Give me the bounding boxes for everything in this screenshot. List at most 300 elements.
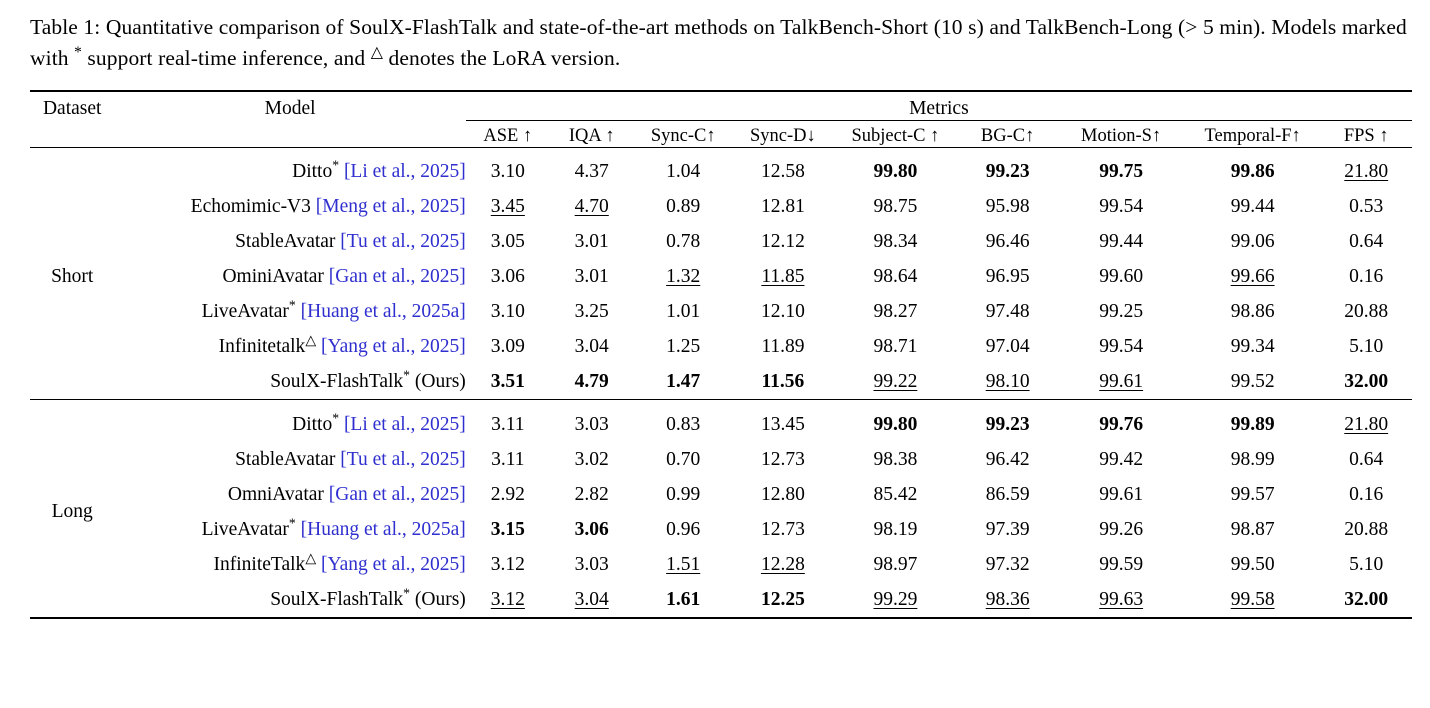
metric-cell: [466, 582, 550, 618]
model-name-cell: [114, 259, 465, 294]
metric-cell: [833, 442, 958, 477]
metric-cell: [1320, 364, 1412, 400]
metric-cell: [833, 582, 958, 618]
metric-cell: [733, 189, 833, 224]
value-plain: 99.44: [1099, 230, 1144, 252]
metric-cell: [733, 329, 833, 364]
value-plain: 0.16: [1349, 265, 1384, 287]
citation-link[interactable]: [Li et al., 2025]: [343, 413, 466, 435]
metric-cell: [1185, 259, 1321, 294]
metric-cell: [733, 582, 833, 618]
metric-cell: [634, 547, 733, 582]
value-bold: 99.86: [1230, 160, 1275, 182]
model-name-cell: [114, 442, 465, 477]
header-row-primary: [30, 98, 1412, 121]
model-name: LiveAvatar: [201, 300, 289, 322]
model-name-cell: [114, 154, 465, 189]
top-rule: [30, 91, 1412, 98]
value-bold: 1.47: [666, 370, 701, 392]
metric-cell: [1185, 154, 1321, 189]
metric-cell: [466, 224, 550, 259]
value-plain: 98.71: [873, 335, 918, 357]
metric-cell: [550, 294, 634, 329]
value-plain: 12.80: [760, 483, 805, 505]
citation-link[interactable]: [Yang et al., 2025]: [320, 553, 466, 575]
table-row: [30, 442, 1412, 477]
metric-cell: [634, 189, 733, 224]
caption-text-part-1: Quantitative comparison of SoulX-FlashTalk and state-of-the-art methods on TalkBench-Short (10 s) and TalkBench-Long (> 5 min). Models marked with: [30, 15, 1407, 70]
header-metric-5: Subject-C ↑: [851, 126, 940, 146]
value-bold: 4.79: [574, 370, 609, 392]
metric-cell: [634, 154, 733, 189]
value-plain: 99.60: [1099, 265, 1144, 287]
metric-cell: [958, 224, 1058, 259]
metric-cell: [550, 224, 634, 259]
value-plain: 97.48: [985, 300, 1030, 322]
metric-cell: [833, 224, 958, 259]
value-plain: 98.34: [873, 230, 918, 252]
value-plain: 98.19: [873, 518, 918, 540]
dataset-label-short: Short: [51, 265, 94, 287]
triangle-marker: △: [305, 332, 317, 348]
value-underline: 98.36: [985, 588, 1030, 610]
value-plain: 3.03: [574, 413, 609, 435]
value-plain: 98.27: [873, 300, 918, 322]
value-plain: 0.70: [666, 448, 701, 470]
model-name-cell: [114, 329, 465, 364]
value-bold: 99.23: [985, 160, 1030, 182]
metric-cell: [833, 294, 958, 329]
value-plain: 99.54: [1099, 195, 1144, 217]
metric-cell: [634, 364, 733, 400]
model-name: Echomimic-V3: [190, 195, 311, 217]
metric-cell: [550, 477, 634, 512]
value-plain: 3.25: [574, 300, 609, 322]
triangle-marker: △: [305, 550, 317, 566]
asterisk-marker: *: [403, 367, 410, 382]
metric-cell: [466, 259, 550, 294]
model-name: InfiniteTalk: [213, 553, 306, 575]
model-name: StableAvatar: [235, 448, 336, 470]
value-plain: 0.89: [666, 195, 701, 217]
value-plain: 4.37: [574, 160, 609, 182]
table-row: [30, 364, 1412, 400]
dataset-label-long: Long: [51, 501, 93, 522]
metric-cell: [466, 364, 550, 400]
metric-cell: [550, 259, 634, 294]
model-name: SoulX-FlashTalk: [270, 588, 404, 610]
value-plain: 12.58: [760, 160, 805, 182]
table-body: [30, 91, 1412, 623]
metric-cell: [833, 364, 958, 400]
value-bold: 3.51: [490, 370, 525, 392]
model-name-cell: [114, 477, 465, 512]
value-plain: 0.64: [1349, 448, 1384, 470]
metric-cell: [1185, 477, 1321, 512]
value-plain: 97.32: [985, 553, 1030, 575]
metric-cell: [958, 329, 1058, 364]
model-name: SoulX-FlashTalk: [270, 370, 404, 392]
value-plain: 5.10: [1349, 553, 1384, 575]
value-underline: 3.04: [574, 588, 609, 610]
metric-cell: [1057, 259, 1184, 294]
value-plain: 3.04: [574, 335, 609, 357]
metric-cell: [1057, 512, 1184, 547]
metric-cell: [550, 154, 634, 189]
table-row: [30, 224, 1412, 259]
citation-link[interactable]: [Huang et al., 2025a]: [300, 300, 466, 322]
header-metric-8: Temporal-F↑: [1204, 126, 1301, 146]
header-metric-1: ASE ↑: [483, 126, 533, 146]
value-plain: 3.11: [491, 413, 525, 435]
value-underline: 99.29: [873, 588, 918, 610]
asterisk-marker: *: [288, 515, 296, 530]
value-plain: 96.95: [985, 265, 1030, 287]
value-plain: 85.42: [873, 483, 918, 505]
value-plain: 0.78: [666, 230, 701, 252]
model-name-cell: [114, 582, 465, 618]
metric-cell: [1320, 259, 1412, 294]
metric-cell: [1185, 294, 1321, 329]
caption-label: Table 1:: [30, 15, 101, 39]
metric-cell: [1057, 189, 1184, 224]
model-name-cell: [114, 512, 465, 547]
metric-cell: [958, 189, 1058, 224]
value-plain: 3.12: [490, 553, 525, 575]
value-plain: 99.42: [1099, 448, 1144, 470]
asterisk-marker: *: [74, 43, 82, 61]
metric-cell: [733, 547, 833, 582]
comparison-table: [30, 90, 1412, 623]
metric-cell: [733, 442, 833, 477]
model-name-cell: [114, 407, 465, 442]
value-plain: 0.64: [1349, 230, 1384, 252]
header-metric-7: Motion-S↑: [1081, 126, 1162, 146]
header-row-metrics: [30, 126, 1412, 148]
metric-cell: [1320, 547, 1412, 582]
metric-cell: [733, 512, 833, 547]
asterisk-marker: *: [332, 410, 340, 425]
metric-cell: [833, 547, 958, 582]
metric-cell: [733, 364, 833, 400]
header-metrics: Metrics: [909, 98, 969, 119]
value-plain: 13.45: [760, 413, 805, 435]
metric-cell: [634, 512, 733, 547]
value-plain: 3.09: [490, 335, 525, 357]
value-underline: 21.80: [1344, 160, 1389, 182]
value-bold: 99.75: [1099, 160, 1144, 182]
metric-cell: [634, 407, 733, 442]
value-underline: 11.85: [761, 265, 805, 287]
value-plain: 3.03: [574, 553, 609, 575]
metric-cell: [733, 407, 833, 442]
metric-cell: [1057, 547, 1184, 582]
metric-cell: [833, 477, 958, 512]
value-plain: 12.73: [760, 448, 805, 470]
metric-cell: [833, 189, 958, 224]
citation-link[interactable]: [Tu et al., 2025]: [340, 230, 466, 252]
metric-cell: [550, 189, 634, 224]
metric-cell: [1320, 294, 1412, 329]
table-row: [30, 512, 1412, 547]
table-row: [30, 547, 1412, 582]
metric-cell: [1320, 512, 1412, 547]
value-underline: 4.70: [574, 195, 609, 217]
value-plain: 99.25: [1099, 300, 1144, 322]
metric-cell: [1057, 329, 1184, 364]
table-row: [30, 329, 1412, 364]
metric-cell: [833, 407, 958, 442]
metric-cell: [1185, 407, 1321, 442]
metric-cell: [1057, 442, 1184, 477]
value-bold: 1.61: [666, 588, 701, 610]
model-name: OminiAvatar: [222, 265, 324, 287]
value-underline: 99.58: [1230, 588, 1275, 610]
metric-cell: [1057, 582, 1184, 618]
citation-link[interactable]: [Tu et al., 2025]: [340, 448, 466, 470]
metric-cell: [466, 477, 550, 512]
value-plain: 99.57: [1230, 483, 1275, 505]
metric-cell: [1057, 154, 1184, 189]
value-underline: 99.22: [873, 370, 918, 392]
value-underline: 3.12: [490, 588, 525, 610]
value-plain: 98.38: [873, 448, 918, 470]
metric-cell: [550, 329, 634, 364]
value-underline: 99.61: [1099, 370, 1144, 392]
value-plain: 5.10: [1349, 335, 1384, 357]
metric-cell: [958, 407, 1058, 442]
caption-text-part-2: support real-time inference, and: [81, 46, 371, 70]
header-metric-6: BG-C↑: [980, 126, 1035, 146]
metric-cell: [733, 224, 833, 259]
metric-cell: [550, 407, 634, 442]
table-row: [30, 407, 1412, 442]
value-plain: 0.96: [666, 518, 701, 540]
metric-cell: [1057, 294, 1184, 329]
value-plain: 98.64: [873, 265, 918, 287]
value-underline: 21.80: [1344, 413, 1389, 435]
metric-cell: [466, 329, 550, 364]
value-plain: 1.01: [666, 300, 701, 322]
metric-cell: [833, 154, 958, 189]
header-dataset: Dataset: [42, 98, 102, 120]
value-underline: 98.10: [985, 370, 1030, 392]
metric-cell: [733, 259, 833, 294]
metric-cell: [1185, 329, 1321, 364]
metric-cell: [833, 512, 958, 547]
asterisk-marker: *: [288, 297, 296, 312]
header-model: Model: [264, 98, 316, 120]
table-row: [30, 477, 1412, 512]
table-row: [30, 294, 1412, 329]
model-name: Ditto: [292, 160, 333, 182]
table-row: [30, 582, 1412, 618]
metric-cell: [634, 329, 733, 364]
value-plain: 1.04: [666, 160, 701, 182]
value-plain: 97.39: [985, 518, 1030, 540]
value-plain: 98.97: [873, 553, 918, 575]
value-plain: 3.01: [574, 265, 609, 287]
metric-cell: [466, 442, 550, 477]
value-plain: 86.59: [985, 483, 1030, 505]
value-plain: 96.42: [985, 448, 1030, 470]
metric-cell: [1057, 477, 1184, 512]
value-plain: 12.10: [760, 300, 805, 322]
metric-cell: [833, 259, 958, 294]
value-plain: 0.53: [1349, 195, 1384, 217]
citation-link[interactable]: [Gan et al., 2025]: [328, 483, 466, 505]
metric-cell: [466, 512, 550, 547]
value-bold: 32.00: [1344, 370, 1389, 392]
metric-cell: [550, 364, 634, 400]
metric-cell: [1057, 364, 1184, 400]
model-name-cell: [114, 364, 465, 400]
value-plain: 3.11: [491, 448, 525, 470]
citation-link[interactable]: [Yang et al., 2025]: [320, 335, 466, 357]
value-plain: 3.10: [490, 300, 525, 322]
metric-cell: [1320, 407, 1412, 442]
metric-cell: [1185, 512, 1321, 547]
header-metric-2: IQA ↑: [568, 126, 615, 146]
value-plain: 3.06: [490, 265, 525, 287]
model-name: Infinitetalk: [218, 335, 306, 357]
metric-cell: [634, 442, 733, 477]
value-plain: 99.61: [1099, 483, 1144, 505]
caption-text-part-3: denotes the LoRA version.: [383, 46, 621, 70]
value-plain: 98.75: [873, 195, 918, 217]
value-plain: 20.88: [1344, 300, 1389, 322]
table-row: [30, 189, 1412, 224]
value-plain: 99.26: [1099, 518, 1144, 540]
metric-cell: [466, 547, 550, 582]
metric-cell: [833, 329, 958, 364]
value-plain: 97.04: [985, 335, 1030, 357]
value-plain: 0.16: [1349, 483, 1384, 505]
metric-cell: [466, 189, 550, 224]
value-plain: 98.99: [1230, 448, 1275, 470]
metric-cell: [1185, 364, 1321, 400]
metric-cell: [958, 547, 1058, 582]
metric-cell: [733, 294, 833, 329]
metric-cell: [634, 477, 733, 512]
metric-cell: [1057, 407, 1184, 442]
value-plain: 2.82: [574, 483, 609, 505]
metric-cell: [550, 442, 634, 477]
citation-link[interactable]: [Gan et al., 2025]: [328, 265, 466, 287]
model-name: LiveAvatar: [201, 518, 289, 540]
model-name: OmniAvatar: [227, 483, 324, 505]
value-plain: 3.01: [574, 230, 609, 252]
value-plain: 98.87: [1230, 518, 1275, 540]
citation-link[interactable]: [Meng et al., 2025]: [315, 195, 466, 217]
value-plain: 3.10: [490, 160, 525, 182]
value-underline: 99.66: [1230, 265, 1275, 287]
value-plain: 95.98: [985, 195, 1030, 217]
metric-cell: [550, 512, 634, 547]
metric-cell: [1057, 224, 1184, 259]
table-caption: [30, 12, 1420, 74]
value-bold: 11.56: [761, 370, 805, 392]
metric-cell: [1320, 329, 1412, 364]
value-bold: 99.76: [1099, 413, 1144, 435]
model-name-cell: [114, 189, 465, 224]
value-plain: 96.46: [985, 230, 1030, 252]
header-metric-3: Sync-C↑: [650, 126, 716, 146]
value-plain: 12.73: [760, 518, 805, 540]
metric-cell: [1320, 224, 1412, 259]
metric-cell: [1185, 189, 1321, 224]
metric-cell: [1185, 224, 1321, 259]
metric-cell: [958, 512, 1058, 547]
value-plain: 99.52: [1230, 370, 1275, 392]
value-underline: 1.32: [666, 265, 701, 287]
metric-cell: [466, 407, 550, 442]
table-row: [30, 259, 1412, 294]
value-plain: 99.50: [1230, 553, 1275, 575]
metric-cell: [1185, 547, 1321, 582]
value-plain: 20.88: [1344, 518, 1389, 540]
table-row: [30, 154, 1412, 189]
value-plain: 98.86: [1230, 300, 1275, 322]
value-plain: 99.59: [1099, 553, 1144, 575]
metric-cell: [958, 154, 1058, 189]
value-plain: 1.25: [666, 335, 701, 357]
value-plain: 99.06: [1230, 230, 1275, 252]
model-name-cell: [114, 294, 465, 329]
model-name: Ditto: [292, 413, 333, 435]
citation-link: (Ours): [414, 370, 466, 392]
bottom-rule: [30, 618, 1412, 623]
value-bold: 3.06: [574, 518, 609, 540]
citation-link: (Ours): [414, 588, 466, 610]
metric-cell: [1320, 189, 1412, 224]
value-plain: 12.81: [760, 195, 805, 217]
metric-cell: [634, 224, 733, 259]
header-metric-4: Sync-D↓: [750, 126, 816, 146]
model-name-cell: [114, 224, 465, 259]
metric-cell: [958, 442, 1058, 477]
metric-cell: [733, 154, 833, 189]
metric-cell: [550, 582, 634, 618]
model-name: StableAvatar: [235, 230, 336, 252]
value-underline: 99.63: [1099, 588, 1144, 610]
metric-cell: [958, 477, 1058, 512]
citation-link[interactable]: [Huang et al., 2025a]: [300, 518, 466, 540]
value-bold: 99.80: [873, 413, 918, 435]
value-plain: 11.89: [761, 335, 805, 357]
asterisk-marker: *: [403, 585, 410, 600]
value-bold: 3.15: [490, 518, 525, 540]
metric-cell: [958, 294, 1058, 329]
citation-link[interactable]: [Li et al., 2025]: [343, 160, 466, 182]
asterisk-marker: *: [332, 157, 340, 172]
metric-cell: [958, 364, 1058, 400]
metric-cell: [634, 259, 733, 294]
metric-cell: [634, 582, 733, 618]
group-separator-rule: [30, 400, 1412, 408]
value-bold: 99.80: [873, 160, 918, 182]
value-plain: 99.44: [1230, 195, 1275, 217]
value-plain: 3.02: [574, 448, 609, 470]
metric-cell: [958, 259, 1058, 294]
value-bold: 99.23: [985, 413, 1030, 435]
model-name-cell: [114, 547, 465, 582]
value-plain: 12.12: [760, 230, 805, 252]
value-plain: 3.05: [490, 230, 525, 252]
metric-cell: [1185, 582, 1321, 618]
value-plain: 0.83: [666, 413, 701, 435]
value-underline: 1.51: [666, 553, 701, 575]
